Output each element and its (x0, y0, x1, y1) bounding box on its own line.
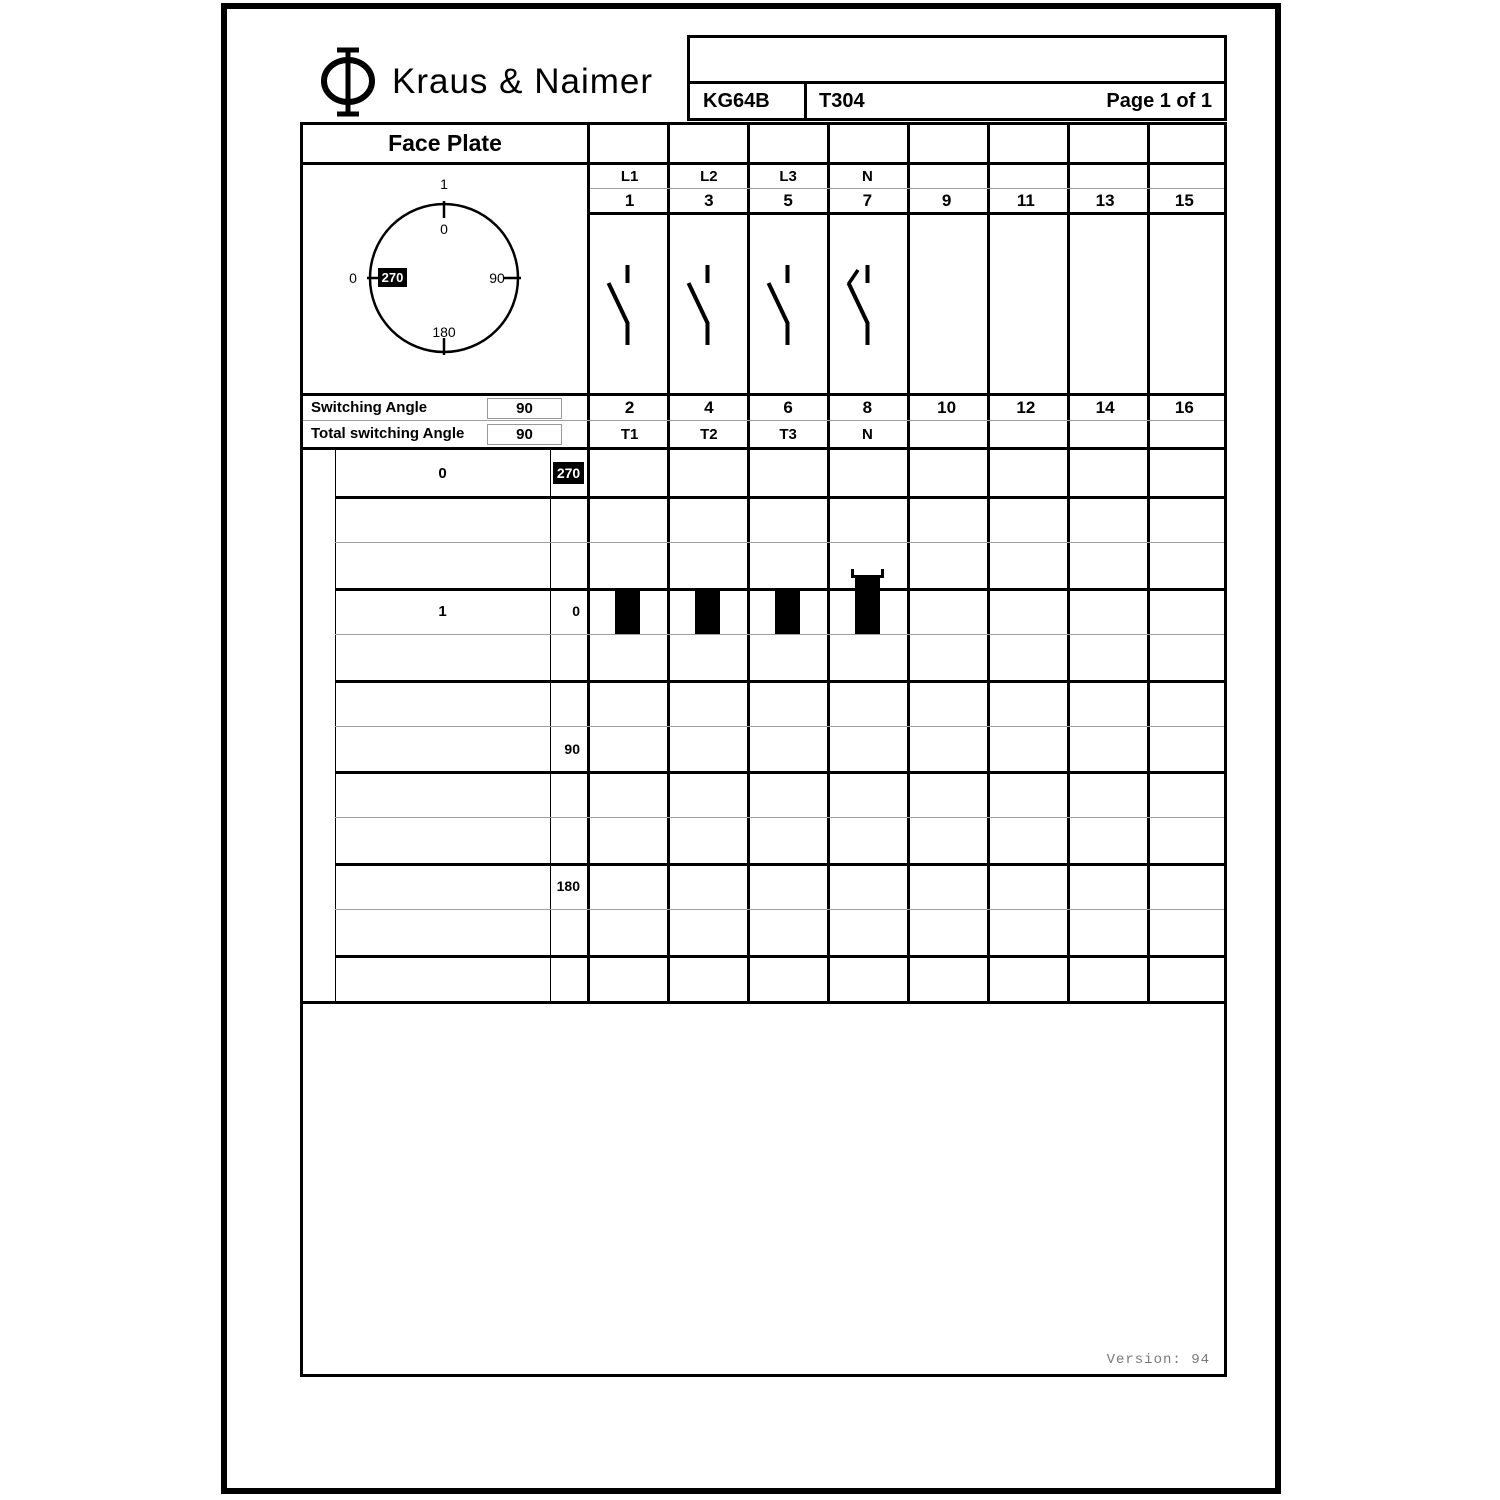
grid-angle-label: 0 (572, 603, 580, 619)
terminal-number: 13 (1095, 190, 1115, 210)
brand-name: Kraus & Naimer (392, 62, 654, 101)
terminal-number: 2 (624, 398, 635, 417)
early-make-cap-bar (851, 575, 884, 578)
terminal-number: 9 (941, 190, 952, 210)
grid-line (335, 680, 1224, 683)
terminal-number: 12 (1016, 398, 1036, 417)
column-line (987, 125, 990, 1001)
early-make-tick-right (881, 569, 884, 578)
terminal-label (986, 165, 1065, 188)
dial-selected-angle-badge: 270 (378, 268, 407, 287)
terminal-label: T1 (620, 425, 639, 443)
terminal-label: L1 (620, 168, 639, 185)
grid-line (335, 817, 1224, 818)
grid-line (335, 726, 1224, 727)
break-contact-symbol-L2 (670, 215, 747, 393)
terminal-label (907, 421, 986, 447)
terminal-number: 8 (862, 398, 873, 417)
dial-angle-right: 90 (489, 270, 505, 286)
terminal-label: N (861, 168, 873, 185)
grid-line (335, 955, 1224, 958)
terminal-label: T2 (700, 425, 718, 443)
dial-panel (303, 165, 587, 393)
terminal-number: 15 (1174, 190, 1194, 210)
total-switching-angle-label: Total switching Angle (311, 425, 465, 442)
grid-angle-label: 90 (564, 740, 580, 757)
notes-box (300, 1001, 1227, 1377)
version-text: Version: 94 (1106, 1352, 1210, 1368)
face-plate-sheet (300, 122, 1227, 1004)
grid-selected-angle-badge: 270 (553, 462, 584, 484)
terminal-label (907, 165, 986, 188)
terminal-label (1066, 165, 1145, 188)
contact-closed-block-T1 (615, 589, 640, 634)
terminal-label: L2 (700, 168, 718, 185)
column-line (1067, 125, 1070, 1001)
grid-line (335, 771, 1224, 774)
terminal-label: L3 (779, 168, 797, 185)
terminal-label: T3 (779, 425, 797, 443)
column-line (1147, 125, 1150, 1001)
total-switching-angle-value: 90 (487, 424, 562, 445)
model-cell: KG64B (690, 84, 807, 118)
dial-angle-bottom: 180 (432, 324, 456, 340)
contact-closed-block-T2 (695, 589, 720, 634)
contact-closed-block-T3 (775, 589, 800, 634)
terminal-label (1066, 421, 1145, 447)
grid-angle-label: 180 (556, 878, 580, 894)
terminal-label (986, 421, 1065, 447)
terminal-number: 14 (1095, 398, 1115, 417)
break-contact-symbol-N-early-make (830, 215, 907, 393)
contact-closed-block-N-early (855, 578, 880, 634)
column-line (907, 125, 910, 1001)
top-terminal-numbers-row (590, 189, 1224, 212)
bottom-terminal-numbers-row (590, 396, 1224, 420)
terminal-number: 10 (937, 398, 957, 417)
grid-line (335, 542, 1224, 543)
page-number: Page 1 of 1 (1106, 89, 1212, 112)
face-plate-title: Face Plate (388, 130, 502, 156)
title-block (687, 35, 1227, 121)
grid-position-label: 1 (438, 602, 447, 620)
terminal-label (1145, 165, 1224, 188)
terminal-number: 7 (862, 190, 873, 210)
terminal-label: N (861, 425, 873, 443)
dial-position-left: 0 (349, 270, 357, 286)
break-contact-symbol-L1 (590, 215, 667, 393)
terminal-number: 11 (1016, 190, 1035, 210)
grid-line (335, 634, 1224, 635)
grid-line (335, 496, 1224, 499)
grid-position-label: 0 (438, 464, 447, 482)
terminal-number: 16 (1174, 398, 1194, 417)
brand-logo phi-logo-icon (320, 45, 378, 119)
dial-position-top: 1 (440, 176, 448, 192)
grid-line (335, 909, 1224, 910)
switching-angle-label: Switching Angle (311, 399, 428, 416)
grid-line (335, 863, 1224, 866)
type-cell: T304 (819, 89, 865, 112)
dial-angle-top: 0 (440, 221, 448, 237)
terminal-number: 5 (783, 190, 793, 210)
terminal-number: 1 (624, 190, 635, 210)
bottom-terminal-labels-row (590, 421, 1224, 447)
terminal-label (1145, 421, 1224, 447)
terminal-number: 6 (783, 398, 793, 417)
switching-angle-value: 90 (487, 398, 562, 419)
terminal-number: 3 (704, 190, 714, 210)
break-contact-symbol-L3 (750, 215, 827, 393)
terminal-number: 4 (704, 398, 714, 417)
title-block-empty-row (690, 38, 1224, 84)
top-terminal-labels-row (590, 165, 1224, 188)
early-make-tick-left (851, 569, 854, 578)
